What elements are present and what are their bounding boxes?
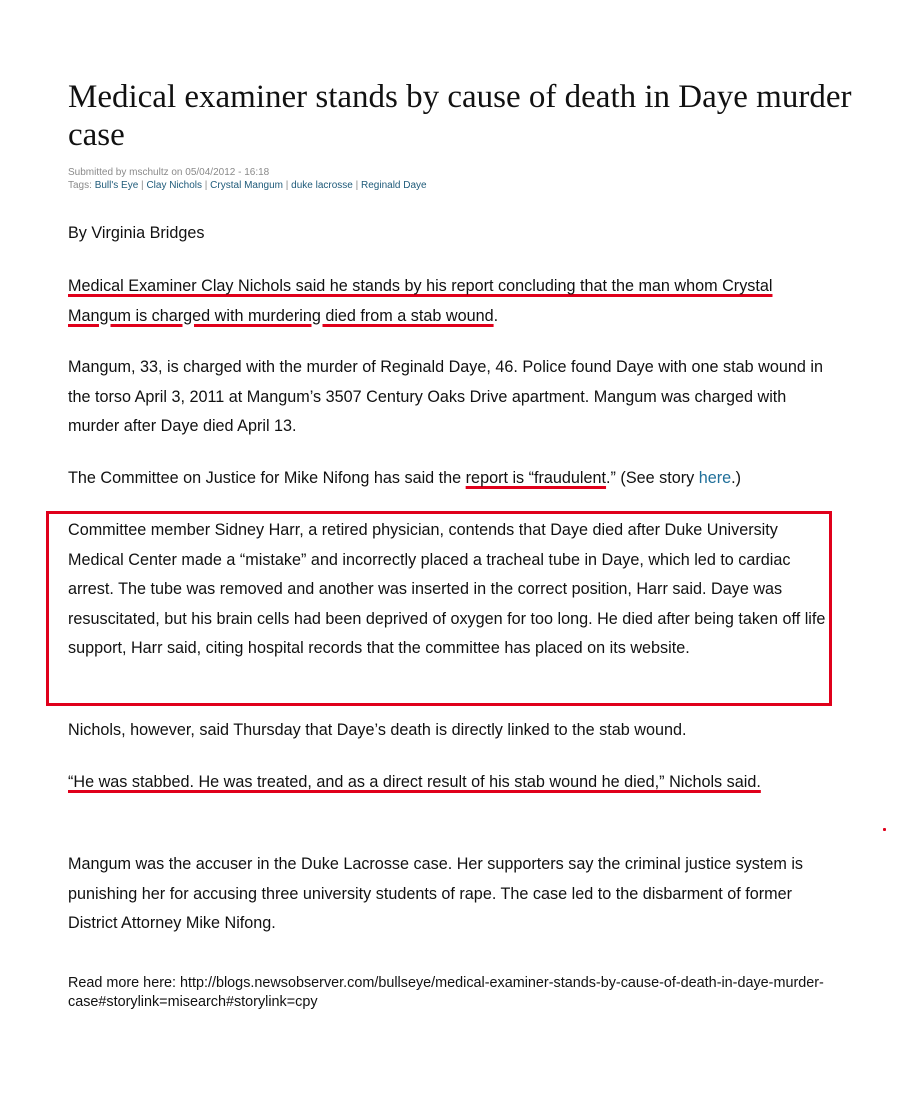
tag-separator: |	[352, 180, 361, 191]
paragraph-charges: Mangum, 33, is charged with the murder of Reginald Daye, 46. Police found Daye with one stab wound in the torso April 3, 2011 at Mangum’s 3507 Century Oaks Drive apartment. Mangum was charged with murder after Daye died April 13.	[68, 358, 823, 435]
paragraph-lead	[68, 272, 838, 331]
paragraph-quote	[68, 768, 838, 798]
tag-crystal-mangum[interactable]: Crystal Mangum	[210, 180, 283, 191]
underlined-quote-text: “He was stabbed. He was treated, and as a direct result of his stab wound he died,” Nichols said.	[68, 773, 761, 791]
lead-end: .	[493, 306, 499, 325]
submitted-line: Submitted by mschultz on 05/04/2012 - 16:18	[68, 167, 270, 178]
article-meta	[68, 166, 427, 192]
tags-label: Tags:	[68, 180, 95, 191]
tag-clay-nichols[interactable]: Clay Nichols	[146, 180, 203, 191]
committee-start: The Committee on Justice for Mike Nifong has said the	[68, 469, 466, 487]
paragraph-committee	[68, 464, 838, 494]
byline: By Virginia Bridges	[68, 224, 205, 242]
paragraph-background: Mangum was the accuser in the Duke Lacrosse case. Her supporters say the criminal justice system is punishing her for accusing three university students of rape. The case led to the disbarment of former District Attorney Mike Nifong.	[68, 855, 804, 932]
tag-separator: |	[282, 180, 292, 191]
underlined-lead-text: Medical Examiner Clay Nichols said he stands by his report concluding that the man whom Crystal Mangum is charged with murdering died from a stab wound	[68, 277, 773, 325]
tag-duke-lacrosse[interactable]: duke lacrosse	[291, 180, 353, 191]
committee-end: .)	[731, 469, 741, 487]
story-here-link[interactable]: here	[698, 469, 732, 487]
tags-line	[68, 179, 427, 192]
tag-separator: |	[138, 180, 147, 191]
paragraph-harr: Committee member Sidney Harr, a retired physician, contends that Daye died after Duke University Medical Center made a “mistake” and incorrectly placed a tracheal tube in Daye, which led to cardiac arrest. The tube was removed and another was inserted in the correct position, Harr said. Daye was resuscitated, but his brain cells had been deprived of oxygen for too long. He died after being taken off life support, Harr said, citing hospital records that the committee has placed on its website.	[68, 521, 826, 657]
committee-mid: .” (See story	[606, 469, 699, 487]
tag-reginald-daye[interactable]: Reginald Daye	[361, 180, 427, 191]
underlined-fraudulent-text: report is “fraudulent	[465, 469, 607, 487]
tag-separator: |	[202, 180, 211, 191]
red-mark	[883, 828, 886, 831]
paragraph-nichols: Nichols, however, said Thursday that Daye’s death is directly linked to the stab wound.	[68, 721, 687, 739]
read-more-link-text[interactable]: Read more here: http://blogs.newsobserver.com/bullseye/medical-examiner-stands-by-cause-of-death-in-daye-murder-case#storylink=misearch#storylink=cpy	[68, 975, 824, 1010]
article-title: Medical examiner stands by cause of death in Daye murder case	[68, 79, 852, 153]
tag-bulls-eye[interactable]: Bull's Eye	[94, 180, 139, 191]
